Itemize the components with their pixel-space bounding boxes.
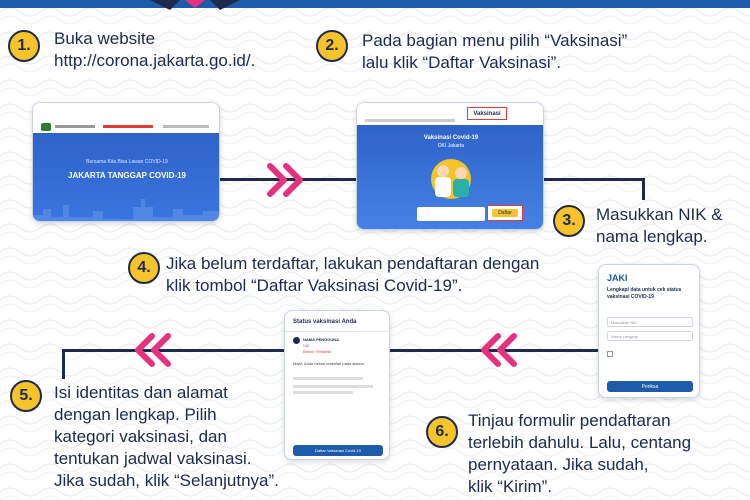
- step-5-text: Isi identitas dan alamat dengan lengkap. Pilih kategori vaksinasi, dan tentukan jadwal vaksinasi. Jika sudah, klik “Selanjutnya”.: [54, 383, 279, 490]
- divider: [285, 331, 390, 332]
- banner-title: JAKARTA TANGGAP COVID-19: [68, 171, 186, 180]
- register-vaccination-button[interactable]: Daftar Vaksinasi Covid-19: [293, 445, 383, 456]
- user-name: NAMA PENGGUNA: [303, 337, 340, 342]
- check-button[interactable]: Periksa: [607, 381, 693, 392]
- connector-line: [62, 349, 65, 379]
- avatar: [293, 337, 300, 344]
- step-number-5: 5.: [10, 380, 42, 412]
- top-decoration: [150, 0, 240, 10]
- chevron-right-icon: [266, 162, 306, 198]
- step-4-text: Jika belum terdaftar, lakukan pendaftaran dengan klik tombol “Daftar Vaksinasi Covid-19”.: [166, 254, 540, 295]
- nav-placeholder: [55, 125, 95, 128]
- site-header: [357, 103, 543, 125]
- step-number-4: 4.: [128, 252, 160, 284]
- agree-checkbox[interactable]: [607, 351, 613, 357]
- step-2-text: Pada bagian menu pilih “Vaksinasi” lalu klik “Daftar Vaksinasi”.: [362, 31, 628, 72]
- screenshot-vaccination-status: [284, 310, 390, 460]
- register-button[interactable]: Daftar: [492, 209, 518, 217]
- name-input[interactable]: Nama Lengkap: [607, 331, 693, 341]
- user-nik: NIK: [303, 343, 310, 348]
- register-button-highlight[interactable]: [487, 205, 523, 221]
- banner-small-text: Bersama Kita Bisa Lawan COVID-19: [86, 159, 168, 165]
- step-1-text: Buka website http://corona.jakarta.go.id/.: [54, 29, 256, 70]
- nav-placeholder: [163, 125, 209, 128]
- text-placeholder: [293, 377, 363, 380]
- health-worker-illustration-icon: [421, 153, 481, 201]
- step-number-3: 3.: [553, 205, 585, 237]
- screenshot-website-home: [32, 102, 220, 222]
- text-placeholder: [293, 391, 353, 394]
- chevron-left-icon: [478, 332, 518, 368]
- city-skyline-icon: [33, 197, 220, 222]
- top-bar: [0, 0, 750, 8]
- step-number-2: 2.: [316, 30, 348, 62]
- nav-placeholder: [103, 125, 153, 128]
- vaccination-hero: [357, 125, 544, 230]
- vaccination-title: Vaksinasi Covid-19: [423, 135, 479, 141]
- text-placeholder: [293, 385, 373, 388]
- logo-icon: [41, 123, 51, 131]
- step-number-1: 1.: [8, 30, 40, 62]
- hero-banner: [33, 133, 220, 222]
- site-header: [33, 103, 219, 133]
- register-panel: [417, 207, 485, 221]
- chevron-left-icon: [132, 332, 172, 368]
- status-title: Status vaksinasi Anda: [293, 319, 357, 325]
- vaccination-menu-tab[interactable]: Vaksinasi: [467, 107, 507, 120]
- screenshot-nik-form: [598, 264, 700, 398]
- step-3-text: Masukkan NIK & nama lengkap.: [596, 205, 723, 246]
- connector-line: [62, 349, 284, 352]
- nik-input[interactable]: Masukkan NIK: [607, 317, 693, 327]
- jaki-logo: JAKI: [607, 273, 628, 283]
- status-note: Maaf, Anda belum terdaftar pada sistem: [293, 361, 364, 366]
- status-badge: Belum Terdaftar: [303, 349, 332, 354]
- step-6-text: Tinjau formulir pendaftaran terlebih dahulu. Lalu, centang pernyataan. Jika sudah, klik “Kirim”.: [468, 411, 692, 496]
- connector-line: [642, 178, 645, 200]
- step-number-6: 6.: [426, 416, 458, 448]
- vaccination-subtitle: DKI Jakarta: [437, 143, 465, 149]
- screenshot-vaccination-page: [356, 102, 544, 230]
- nav-placeholder: [365, 119, 455, 122]
- form-heading-2: vaksinasi COVID-19: [607, 294, 654, 300]
- form-heading: Lengkapi data untuk cek status: [607, 287, 682, 293]
